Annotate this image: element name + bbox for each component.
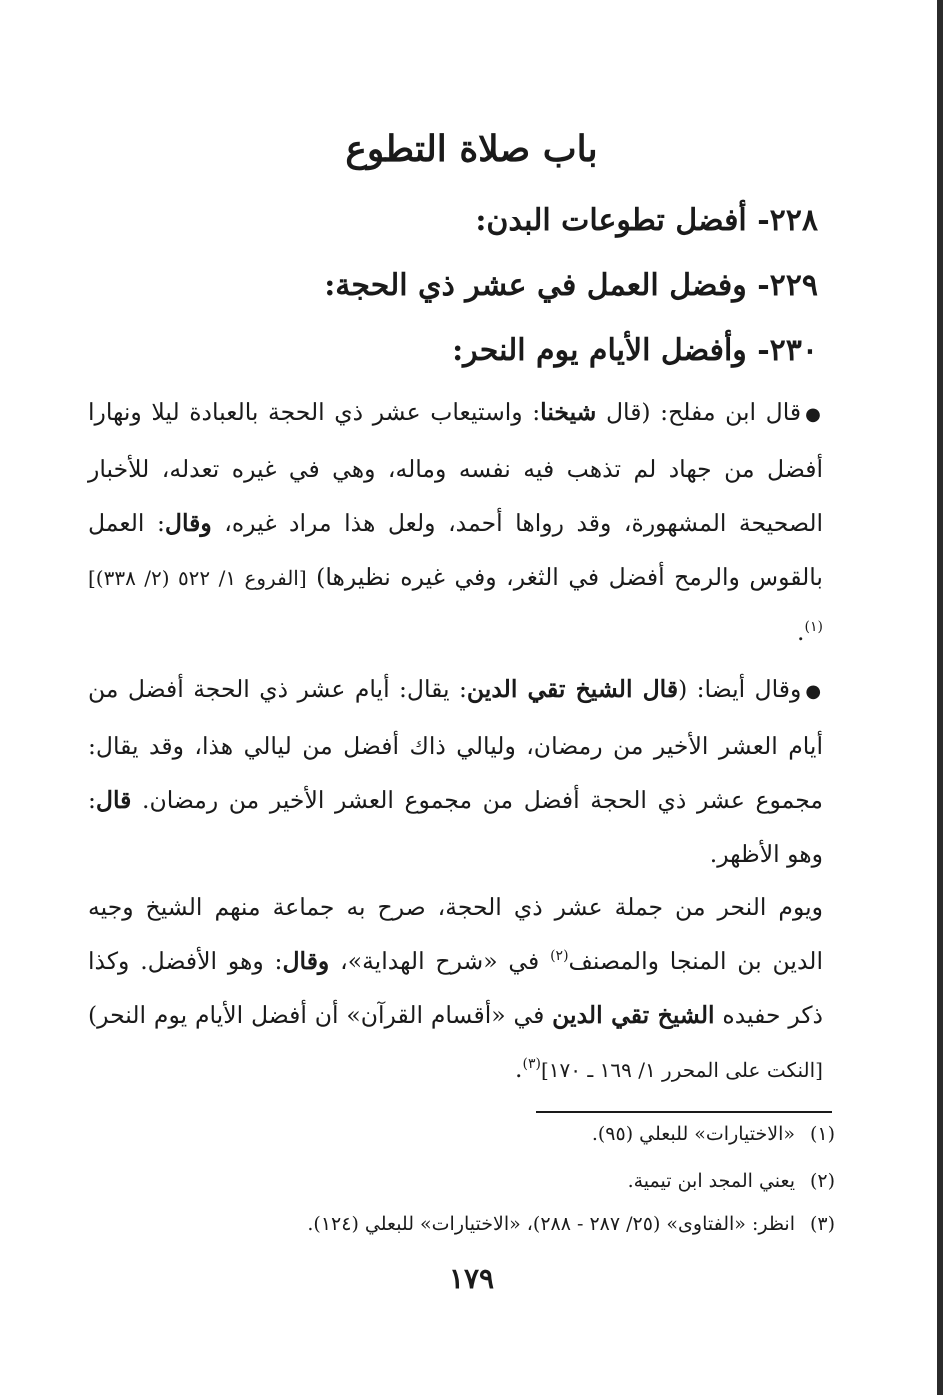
footnote-text: «الاختيارات» للبعلي (٩٥). bbox=[591, 1123, 795, 1145]
p1-sheikh: شيخنا bbox=[540, 398, 597, 426]
paragraph-2 bbox=[88, 662, 823, 881]
footnote-number: (٢) bbox=[809, 1170, 835, 1192]
bullet-icon: ● bbox=[805, 404, 823, 425]
p3-body: ويوم النحر من جملة عشر ذي الحجة، صرح به جماعة منهم الشيخ وجيه الدين بن المنجا والمصنف bbox=[88, 893, 823, 975]
p3-source: [النكت على المحرر ١/ ١٦٩ ـ ١٧٠] bbox=[540, 1058, 823, 1082]
bullet-icon: ● bbox=[805, 681, 823, 702]
p2-body: : يقال: أيام عشر ذي الحجة أفضل من أيام العشر الأخير من رمضان، وليالي ذاك أفضل من ليالي هذا، وقد يقال: مجموع عشر ذي الحجة أفضل من مجموع العشر الأخير من رمضان. bbox=[88, 675, 823, 814]
paragraph-3 bbox=[88, 880, 823, 1097]
footnote-2 bbox=[115, 1170, 835, 1192]
p1-source: [الفروع ١/ ٥٢٢ (٢/ ٣٣٨)] bbox=[88, 566, 307, 590]
heading-228: ٢٢٨- أفضل تطوعات البدن: bbox=[475, 203, 818, 238]
p3-body2: في «شرح الهداية»، bbox=[329, 947, 551, 975]
p1-body2: : العمل بالقوس والرمح أفضل في الثغر، وفي غيره نظيرها) bbox=[88, 509, 823, 591]
footnote-number: (١) bbox=[809, 1123, 835, 1145]
p1-end: . bbox=[797, 618, 805, 646]
p3-body3: : وهو الأفضل. وكذا ذكر حفيده bbox=[88, 947, 824, 1029]
p3-qal: وقال bbox=[282, 947, 330, 975]
p3-sheikh: الشيخ تقي الدين bbox=[552, 1001, 715, 1029]
p2-sheikh: قال الشيخ تقي الدين bbox=[466, 675, 679, 703]
p2-qal: قال bbox=[95, 786, 132, 814]
p1-intro: قال ابن مفلح: (قال bbox=[596, 398, 802, 426]
chapter-title: باب صلاة التطوع bbox=[345, 128, 598, 170]
page-edge-shadow bbox=[937, 0, 943, 1395]
footnote-text: يعني المجد ابن تيمية. bbox=[627, 1170, 795, 1192]
p1-footnote-ref: (١) bbox=[804, 619, 823, 636]
footnote-number: (٣) bbox=[809, 1213, 835, 1235]
p3-footnote-ref-2: (٢) bbox=[550, 948, 569, 965]
p1-qal: وقال bbox=[164, 509, 212, 537]
footnote-3 bbox=[115, 1213, 835, 1235]
paragraph-1 bbox=[88, 385, 823, 659]
p2-intro: وقال أيضا: ( bbox=[678, 675, 802, 703]
heading-229: ٢٢٩- وفضل العمل في عشر ذي الحجة: bbox=[324, 268, 818, 303]
p2-body2: : وهو الأظهر. bbox=[88, 786, 823, 868]
footnote-divider bbox=[536, 1111, 832, 1113]
p3-body4: في «أقسام القرآن» أن أفضل الأيام يوم النحر) bbox=[88, 1001, 553, 1029]
footnote-1 bbox=[115, 1123, 835, 1145]
page-number: ١٧٩ bbox=[448, 1262, 495, 1295]
footnote-text: انظر: «الفتاوى» (٢٥/ ٢٨٧ - ٢٨٨)، «الاختيارات» للبعلي (١٢٤). bbox=[307, 1213, 795, 1235]
p3-footnote-ref-3: (٣) bbox=[522, 1056, 541, 1073]
heading-230: ٢٣٠- وأفضل الأيام يوم النحر: bbox=[452, 333, 818, 368]
p1-body: : واستيعاب عشر ذي الحجة بالعبادة ليلا ونهارا أفضل من جهاد لم تذهب فيه نفسه وماله، وهي في غيره تعدله، للأخبار الصحيحة المشهورة، وقد رواها أحمد، ولعل هذا مراد غيره، bbox=[88, 398, 824, 537]
p3-end: . bbox=[515, 1055, 523, 1083]
